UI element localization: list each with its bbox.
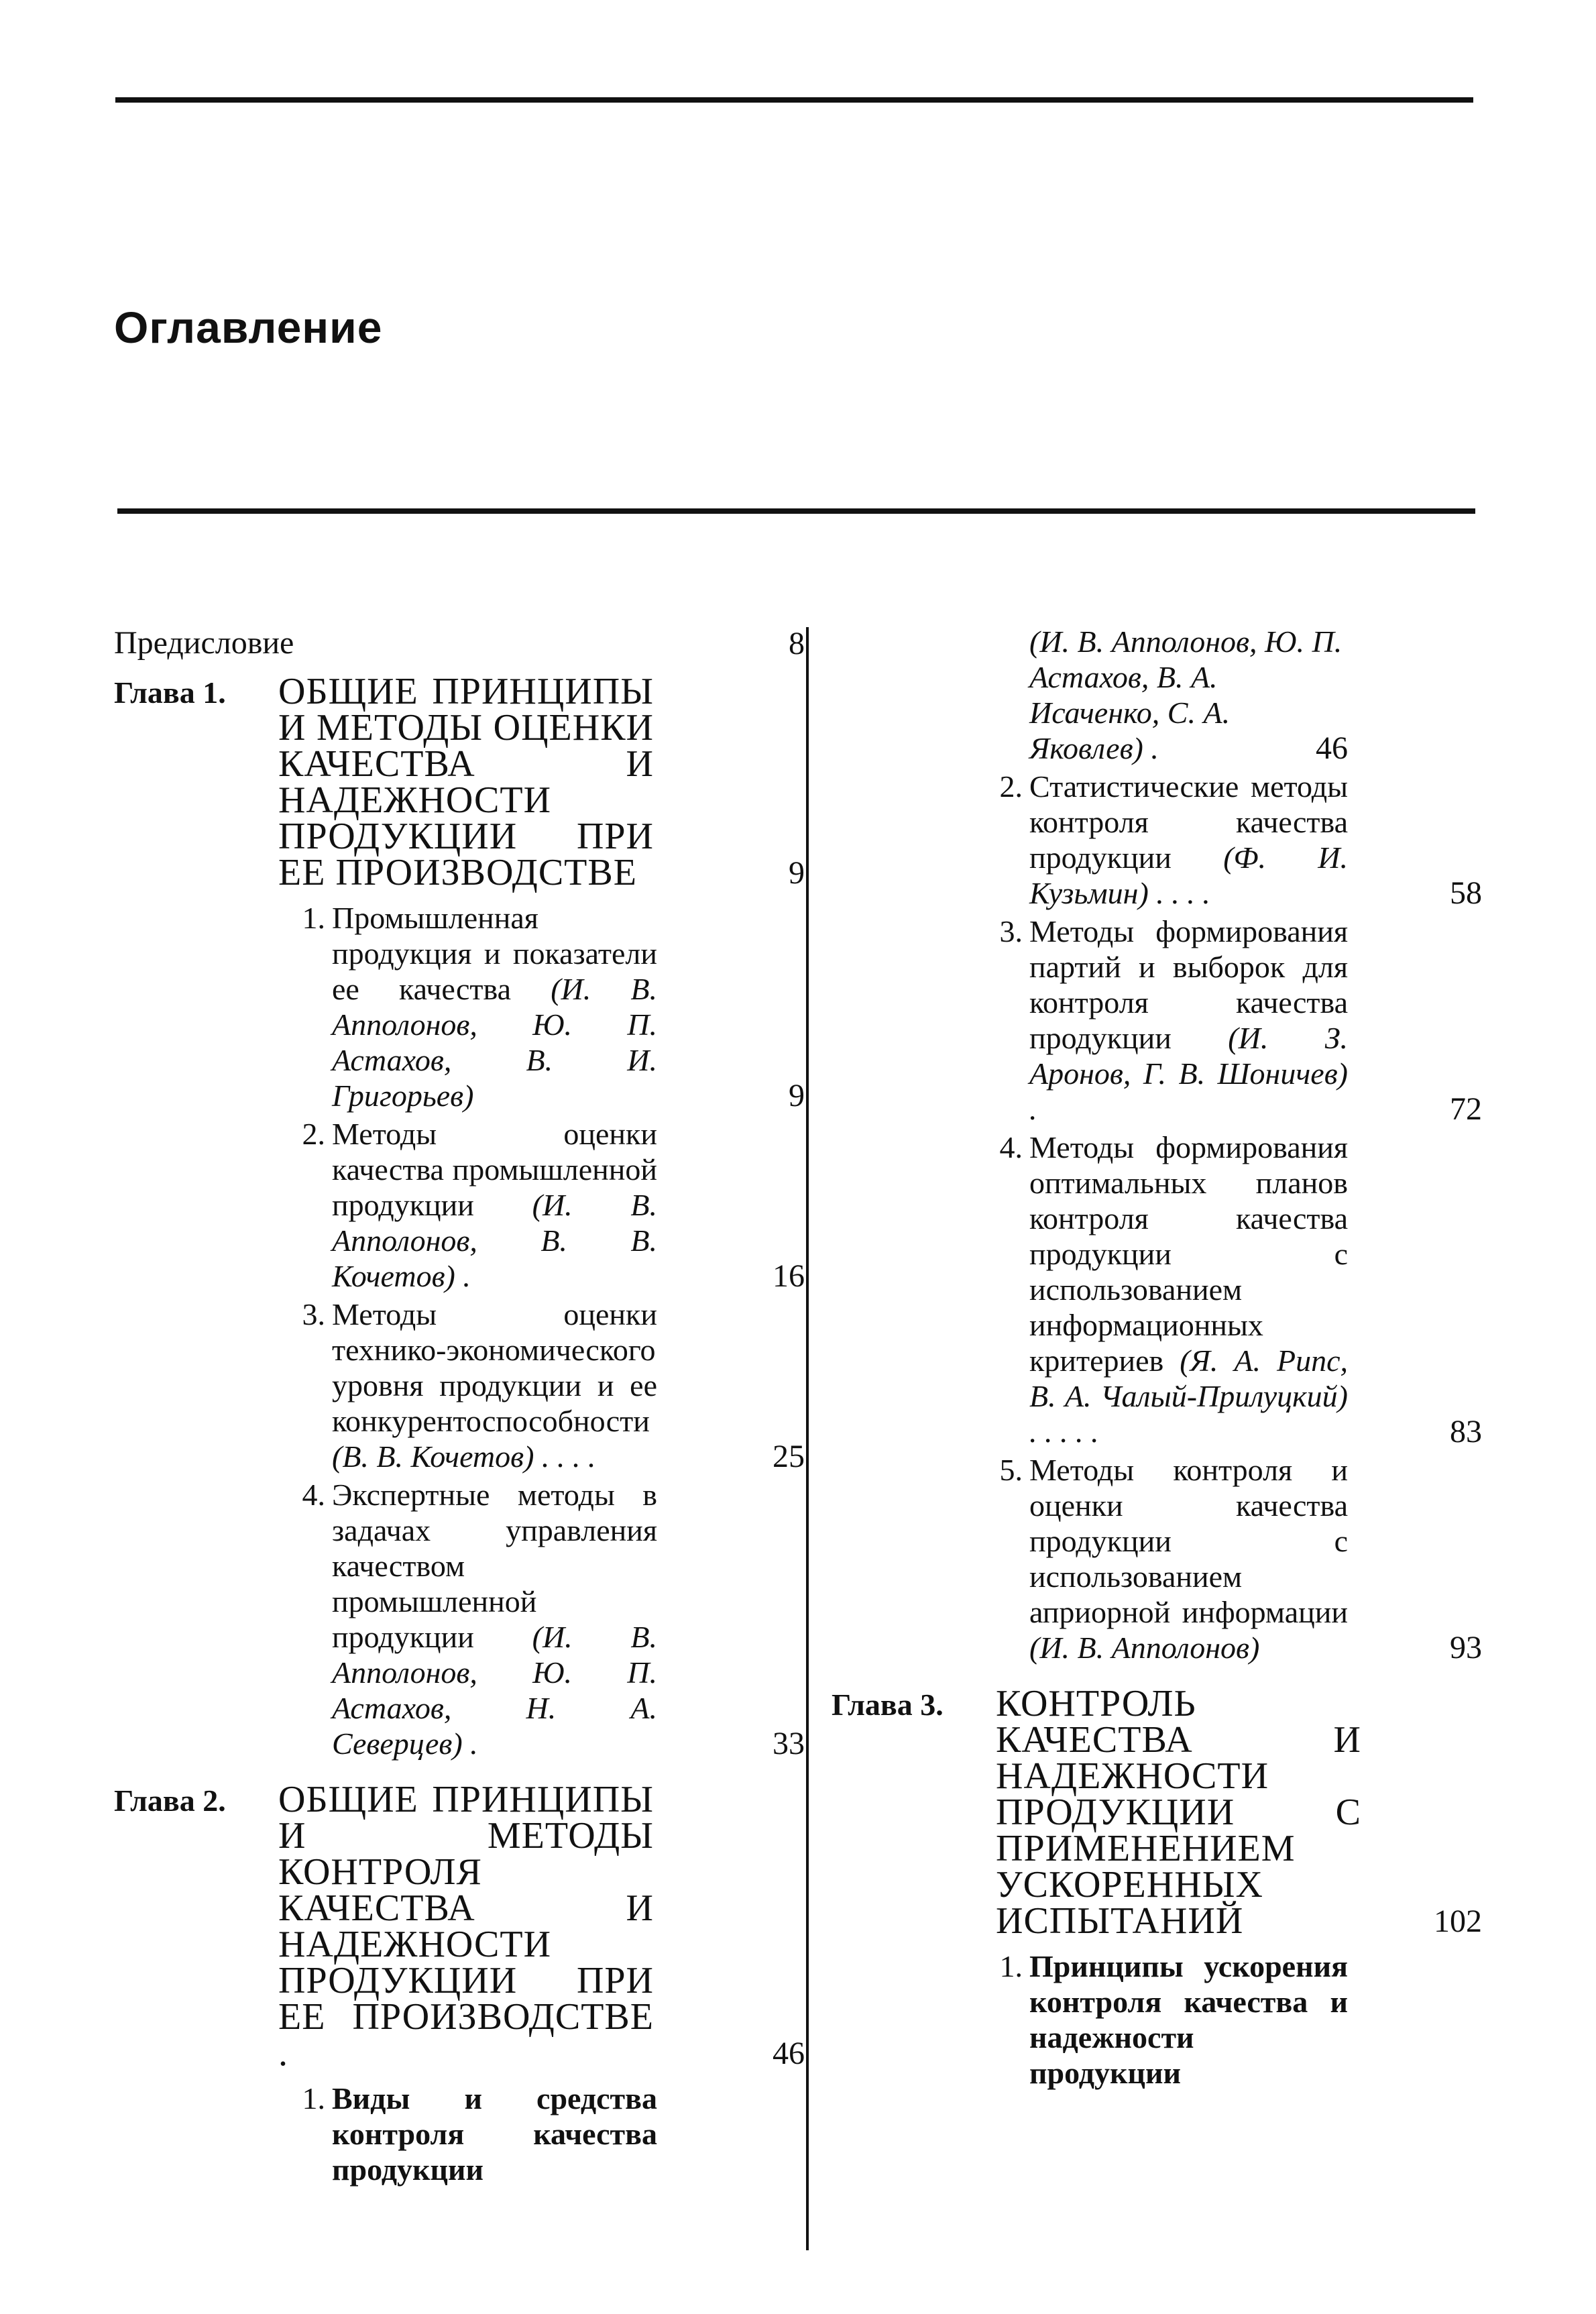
toc-section[interactable] [114,2081,791,2187]
toc-section-continued[interactable] [1029,624,1348,766]
page-number: 46 [773,2036,805,2071]
page-number: 102 [1434,1904,1482,1939]
section-body [1029,914,1348,1127]
toc-chapter-3[interactable] [832,1683,1482,1942]
toc-section[interactable] [832,769,1482,911]
section-authors: (И. В. Апполонов, Ю. П. Астахов, В. А. Исаченко, С. А. Яковлев) . [1029,624,1343,765]
page-number: 9 [789,855,805,891]
section-title: Промышленная продукция и показатели ее качества [332,901,657,1006]
toc-section[interactable] [114,1297,805,1474]
chapter-title: КОНТРОЛЬ КАЧЕСТВА И НАДЕЖНОСТИ ПРОДУКЦИИ С ПРИМЕНЕНИЕМ УСКОРЕННЫХ ИСПЫТАНИЙ [996,1683,1361,1942]
section-title: Методы оценки технико-экономического уровня продукции и ее конкурентоспособности [332,1297,657,1438]
toc-section[interactable] [114,1477,805,1761]
toc-chapter-2[interactable] [114,1779,805,2074]
section-title: Методы формирования оптимальных планов контроля качества продукции с использованием информационных критериев [1029,1130,1348,1378]
page-number: 83 [1450,1414,1482,1449]
section-authors: (И. В. Апполонов, Ю. П. Астахов, В. И. Григорьев) [332,972,658,1113]
section-number: 3. [302,1297,325,1331]
chapter-title: ОБЩИЕ ПРИНЦИПЫ И МЕТОДЫ КОНТРОЛЯ КАЧЕСТВА И НАДЕЖНОСТИ ПРОДУКЦИИ ПРИ ЕЕ ПРОИЗВОДСТВЕ . [278,1779,654,2074]
section-number: 1. [999,1949,1023,1983]
page-number: 46 [1316,730,1348,766]
section-number: 2. [302,1117,325,1151]
section-body [332,1297,657,1474]
chapter-label: Глава 3. [832,1688,944,1722]
page-number: 58 [1450,875,1482,911]
page-number: 33 [773,1726,805,1761]
toc-right-column [832,624,1482,2091]
toc-entry-preface[interactable] [114,624,805,665]
section-authors: (Я. А. Рипс, В. А. Чалый-Прилуцкий) . . . . . [1029,1343,1348,1449]
section-authors: (И. В. Апполонов) [1029,1631,1260,1665]
section-body [1029,769,1348,911]
section-body [332,1116,657,1294]
page-number: 8 [789,626,805,661]
section-authors: (Ф. И. Кузьмин) . . . . [1029,840,1348,910]
section-body [1029,1452,1348,1665]
toc-left-column [114,624,805,2187]
section-body [1029,1130,1348,1449]
section-number: 1. [302,2081,325,2115]
column-divider [806,627,809,2250]
page-number: 93 [1450,1630,1482,1665]
section-body [332,900,657,1113]
toc-section[interactable] [832,1948,1482,2091]
toc-section[interactable] [832,1452,1482,1665]
section-body [332,1477,657,1761]
toc-section[interactable] [114,1116,805,1294]
toc-section[interactable] [114,900,805,1113]
section-title: Статистические методы контроля качества продукции [1029,769,1348,875]
section-number: 3. [999,914,1023,948]
section-number: 5. [999,1453,1023,1487]
section-title: Методы формирования партий и выборок для контроля качества продукции [1029,914,1348,1055]
section-title: Методы контроля и оценки качества продукции с использованием априорной информации [1029,1453,1348,1629]
toc-chapter-1[interactable] [114,671,805,893]
top-rule [115,97,1473,103]
chapter-label: Глава 2. [114,1783,226,1818]
section-authors: (И. З. Аронов, Г. В. Шоничев) . [1029,1021,1348,1126]
section-authors: (И. В. Апполонов, В. В. Кочетов) . [332,1188,658,1293]
section-number: 4. [999,1130,1023,1164]
section-number: 1. [302,901,325,935]
page-number: 16 [773,1258,805,1294]
page-title: Оглавление [114,302,383,352]
chapter-label: Глава 1. [114,675,226,710]
section-authors: (И. В. Апполонов, Ю. П. Астахов, Н. А. Северцев) . [332,1620,658,1761]
section-title: Виды и средства контроля качества продукции [332,2081,657,2187]
toc-section[interactable] [832,1130,1482,1449]
page-number: 72 [1450,1091,1482,1127]
page-number: 9 [789,1078,805,1113]
chapter-title: ОБЩИЕ ПРИНЦИПЫ И МЕТОДЫ ОЦЕНКИ КАЧЕСТВА И НАДЕЖНОСТИ ПРОДУКЦИИ ПРИ ЕЕ ПРОИЗВОДСТВЕ [278,671,654,893]
section-number: 4. [302,1478,325,1512]
section-title: Экспертные методы в задачах управления качеством промышленной продукции [332,1478,657,1654]
section-authors: (В. В. Кочетов) . . . . [332,1439,596,1474]
page-number: 25 [773,1439,805,1474]
preface-label: Предисловие [114,625,294,661]
section-number: 2. [999,769,1023,804]
toc-section[interactable] [832,914,1482,1127]
title-rule [117,508,1475,514]
section-title: Методы оценки качества промышленной продукции [332,1117,657,1222]
section-title: Принципы ускорения контроля качества и надежности продукции [1029,1949,1348,2090]
